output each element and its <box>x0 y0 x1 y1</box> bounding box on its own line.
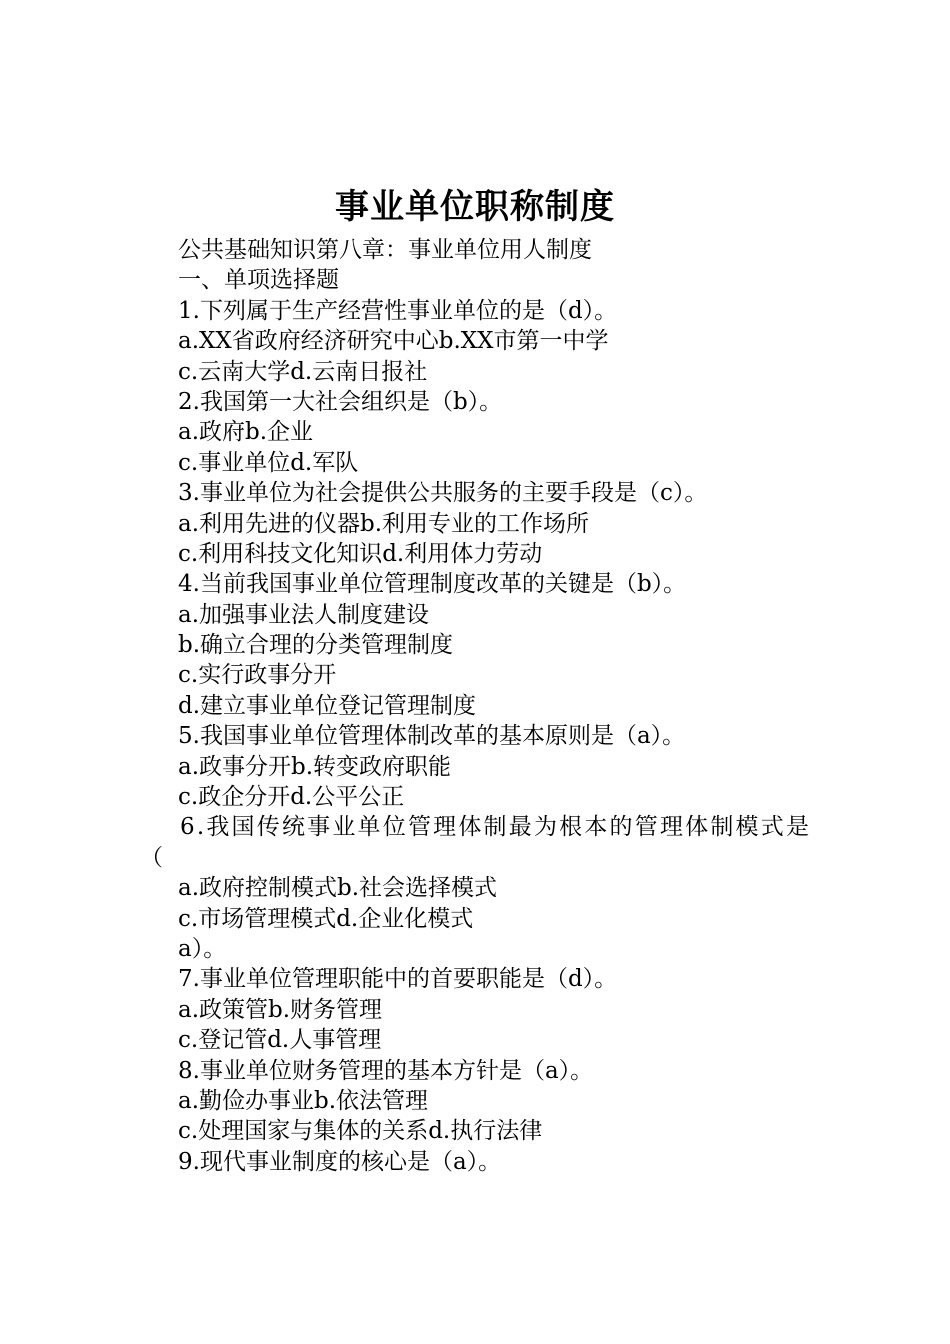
question-4-option-a: a.加强事业法人制度建设 <box>178 601 430 628</box>
question-6: 6.我国传统事业单位管理体制最为根本的管理体制模式是 <box>180 814 812 841</box>
question-7: 7.事业单位管理职能中的首要职能是（d）。 <box>178 966 618 993</box>
chapter-heading: 公共基础知识第八章：事业单位用人制度 <box>178 237 592 263</box>
question-2-options-cd: c.事业单位d.军队 <box>178 449 359 476</box>
question-4-option-d: d.建立事业单位登记管理制度 <box>178 692 477 719</box>
question-8-options-cd: c.处理国家与集体的关系d.执行法律 <box>178 1118 543 1145</box>
question-8: 8.事业单位财务管理的基本方针是（a）。 <box>178 1057 594 1084</box>
question-5-options-cd: c.政企分开d.公平公正 <box>178 784 405 811</box>
question-1: 1.下列属于生产经营性事业单位的是（d）。 <box>178 297 618 324</box>
section-heading: 一、单项选择题 <box>178 267 339 294</box>
question-6-options-ab: a.政府控制模式b.社会选择模式 <box>178 875 498 902</box>
question-4-option-c: c.实行政事分开 <box>178 662 337 689</box>
question-5: 5.我国事业单位管理体制改革的基本原则是（a）。 <box>178 723 686 750</box>
question-6-options-cd: c.市场管理模式d.企业化模式 <box>178 905 474 932</box>
question-7-options-cd: c.登记管d.人事管理 <box>178 1027 382 1054</box>
question-5-options-ab: a.政事分开b.转变政府职能 <box>178 753 452 780</box>
question-4: 4.当前我国事业单位管理制度改革的关键是（b）。 <box>178 571 687 598</box>
question-9: 9.现代事业制度的核心是（a）。 <box>178 1148 502 1175</box>
question-8-options-ab: a.勤俭办事业b.依法管理 <box>178 1087 429 1114</box>
question-2: 2.我国第一大社会组织是（b）。 <box>178 388 503 415</box>
question-3: 3.事业单位为社会提供公共服务的主要手段是（c）。 <box>178 480 708 507</box>
question-4-option-b: b.确立合理的分类管理制度 <box>178 632 454 659</box>
question-7-options-ab: a.政策管b.财务管理 <box>178 996 383 1023</box>
document-body <box>0 235 950 1177</box>
question-3-options-cd: c.利用科技文化知识d.利用体力劳动 <box>178 540 543 567</box>
question-6-wrap: （ <box>140 844 163 871</box>
question-3-options-ab: a.利用先进的仪器b.利用专业的工作场所 <box>178 510 590 537</box>
question-1-options-ab: a.XX省政府经济研究中心b.XX市第一中学 <box>178 328 609 355</box>
question-1-options-cd: c.云南大学d.云南日报社 <box>178 358 428 385</box>
question-2-options-ab: a.政府b.企业 <box>178 419 314 446</box>
question-6-answer: a）。 <box>178 935 227 962</box>
document-title: 事业单位职称制度 <box>335 187 615 227</box>
